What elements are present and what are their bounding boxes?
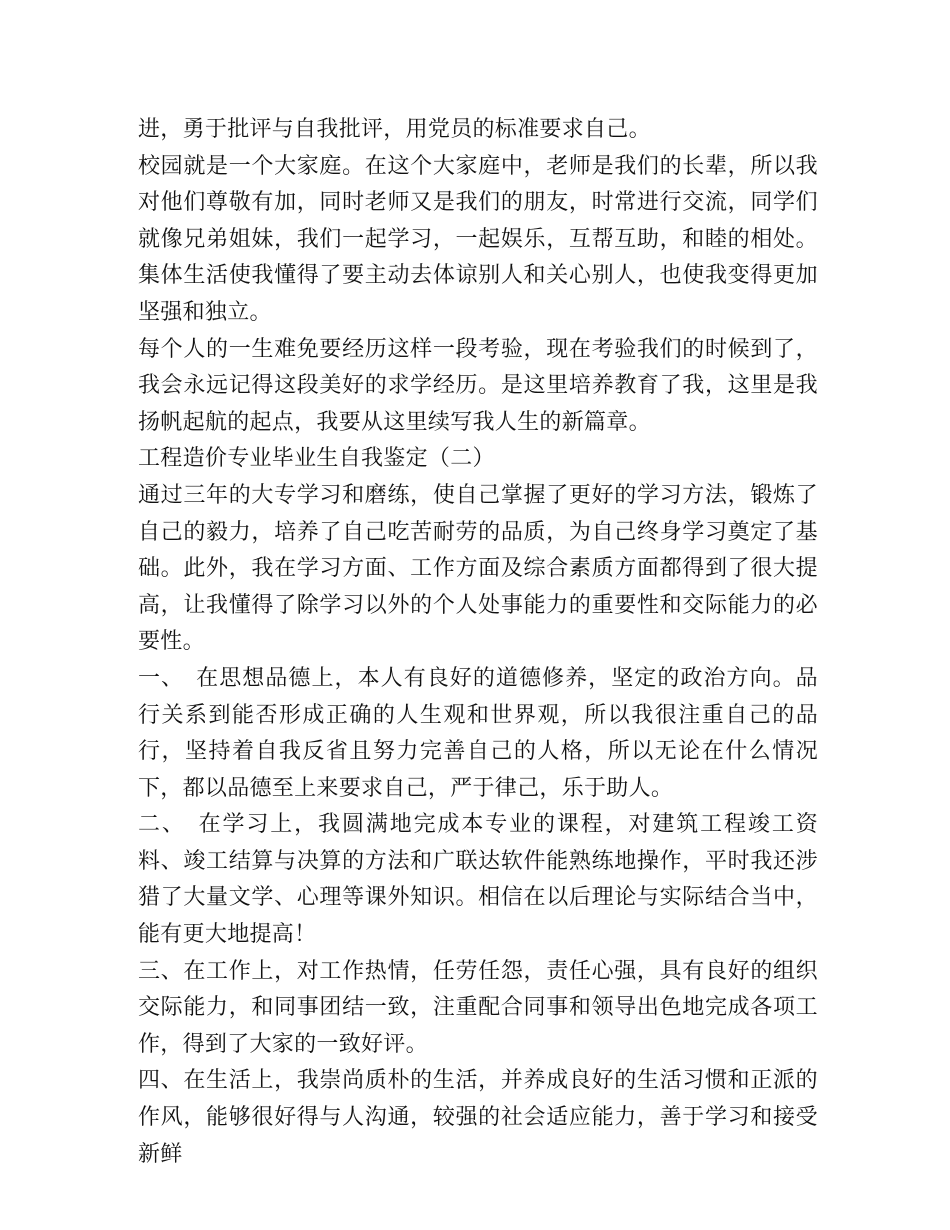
paragraph-item-3-work: 三、在工作上，对工作热情，任劳任怨，责任心强，具有良好的组织交际能力，和同事团结一致，注重配合同事和领导出色地完成各项工作，得到了大家的一致好评。 <box>138 958 818 1057</box>
paragraph-campus-family: 校园就是一个大家庭。在这个大家庭中，老师是我们的长辈，所以我对他们尊敬有加，同时老师又是我们的朋友，时常进行交流，同学们就像兄弟姐妹，我们一起学习，一起娱乐，互帮互助，和睦的相处。集体生活使我懂得了要主动去体谅别人和关心别人，也使我变得更加坚强和独立。 <box>138 153 818 325</box>
paragraph-item-2-study: 二、 在学习上，我圆满地完成本专业的课程，对建筑工程竣工资料、竣工结算与决算的方法和广联达软件能熟练地操作，平时我还涉猎了大量文学、心理等课外知识。相信在以后理论与实际结合当中，能有更大地提高！ <box>138 812 818 948</box>
paragraph-intro: 通过三年的大专学习和磨练，使自己掌握了更好的学习方法，锻炼了自己的毅力，培养了自己吃苦耐劳的品质，为自己终身学习奠定了基础。此外，我在学习方面、工作方面及综合素质方面都得到了很大提高，让我懂得了除学习以外的个人处事能力的重要性和交际能力的必要性。 <box>138 482 818 655</box>
paragraph-item-4-life: 四、在生活上，我崇尚质朴的生活，并养成良好的生活习惯和正派的作风，能够很好得与人沟通，较强的社会适应能力，善于学习和接受新鲜 <box>138 1068 818 1167</box>
paragraph-study-experience: 每个人的一生难免要经历这样一段考验，现在考验我们的时候到了，我会永远记得这段美好的求学经历。是这里培养教育了我，这里是我扬帆起航的起点，我要从这里续写我人生的新篇章。 <box>138 336 818 435</box>
section-heading: 工程造价专业毕业生自我鉴定（二） <box>138 446 495 472</box>
paragraph-continuation: 进，勇于批评与自我批评，用党员的标准要求自己。 <box>138 117 651 142</box>
document-body <box>138 112 818 1173</box>
paragraph-item-1-morality: 一、 在思想品德上，本人有良好的道德修养，坚定的政治方向。品行关系到能否形成正确的人生观和世界观，所以我很注重自己的品行，坚持着自我反省且努力完善自己的人格，所以无论在什么情况下，都以品德至上来要求自己，严于律己，乐于助人。 <box>138 665 818 801</box>
